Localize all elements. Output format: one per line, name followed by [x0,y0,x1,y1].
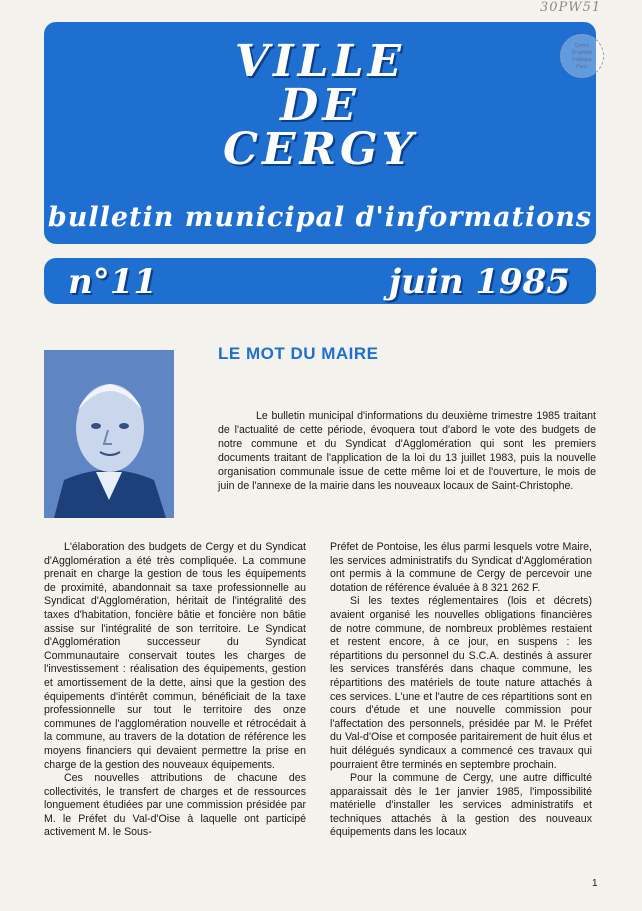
intro-paragraph: Le bulletin municipal d'informations du deuxième trimestre 1985 traitant de l'actualité de cette période, évoquera tout d'abord le vote des budgets de notre commune et du Syndicat d'Agglomération qui sont les premiers documents traitant de l'application de la loi du 13 juillet 1983, puis la nouvelle organisation communale issue de cette même loi et de l'ouverture, le mois de juin de l'annexe de la mairie dans les nouveaux locaux de Saint-Christophe. [218,410,596,492]
masthead-line-ville: VILLE [234,36,406,87]
column-left [44,541,306,840]
issue-date: juin 1985 [388,262,570,302]
article-intro [218,409,596,493]
paragraph: Préfet de Pontoise, les élus parmi lesquels votre Maire, les services administratifs du Syndicat d'Agglomération ont permis à la commune de Cergy de percevoir une dotation de référence évaluée à 8 321 262 F. [330,541,592,594]
paragraph: L'élaboration des budgets de Cergy et du Syndicat d'Agglomération a été très compliquée. La commune prenait en charge la gestion de tous les équipements de proximité, abandonnait sa taxe professionnelle au Syndicat d'Agglomération, héritait de l'intégralité des taxes d'habitation, foncière bâtie et foncière non bâtie assise sur l'intégralité de son territoire. Le Syndicat d'Agglomération successeur du Syndicat Communautaire conservait toutes les charges de l'investissement : réalisation des équipements, gestion et amortissement de la dette, ainsi que la gestion des équipements d'intérêt commun, bénéficiait de la taxe professionnelle sur tout le territoire des onze communes de l'agglomération nouvelle et rétrocédait à la commune, au travers de la dotation de référence les moyens financiers qui devaient permettre la prise en charge de la gestion des nouveaux équipements. [44,541,306,771]
stamp-text-4: Paris [576,64,588,70]
masthead [44,22,596,244]
stamp-text-1: Comm [574,43,590,49]
handwritten-annotation: 30PW51 [540,0,602,15]
mayor-portrait-photo [44,350,174,518]
masthead-subtitle: bulletin municipal d'informations [47,202,593,233]
paragraph: Ces nouvelles attributions de chacune des collectivités, le transfert de charges et de ressources longuement étudiées par une commission présidée par M. le Préfet du Val-d'Oise à laquelle ont participé activement M. le Sous- [44,772,306,839]
stamp-text-3: Publique [572,57,592,63]
issue-number: n°11 [68,262,158,302]
paragraph: Pour la commune de Cergy, une autre difficulté apparaissait dès le 1er janvier 1985, l'impossibilité matérielle d'installer les services administratifs et techniques attachés à la gestion des nouveaux équipements dans les locaux [330,772,592,839]
masthead-line-de: DE [280,80,360,131]
library-stamp [560,34,604,78]
paragraph: Si les textes réglementaires (lois et décrets) avaient organisé les nouvelles obligations financières de notre commune, de nombreux problèmes restaient et restent encore, à ce jour, en suspens : les répartitions du personnel du S.C.A. destinés à assurer les services transférés dans chaque commune, les répartitions des matériels de toute nature attachés à ces services. L'une et l'autre de ces répartitions sont en cours d'étude et une nouvelle commission pour l'affectation des personnels, présidée par M. le Préfet du Val-d'Oise et composée paritairement de huit élus et huit délégués syndicaux a commencé ces travaux qui pourraient être terminés en septembre prochain. [330,595,592,771]
stamp-text-2: Propriété [571,50,593,56]
article-title: LE MOT DU MAIRE [218,344,379,363]
portrait-illustration [44,350,174,518]
page-number: 1 [592,878,598,889]
column-right [330,541,592,840]
masthead-line-cergy: CERGY [222,124,418,175]
issue-bar [44,258,596,304]
